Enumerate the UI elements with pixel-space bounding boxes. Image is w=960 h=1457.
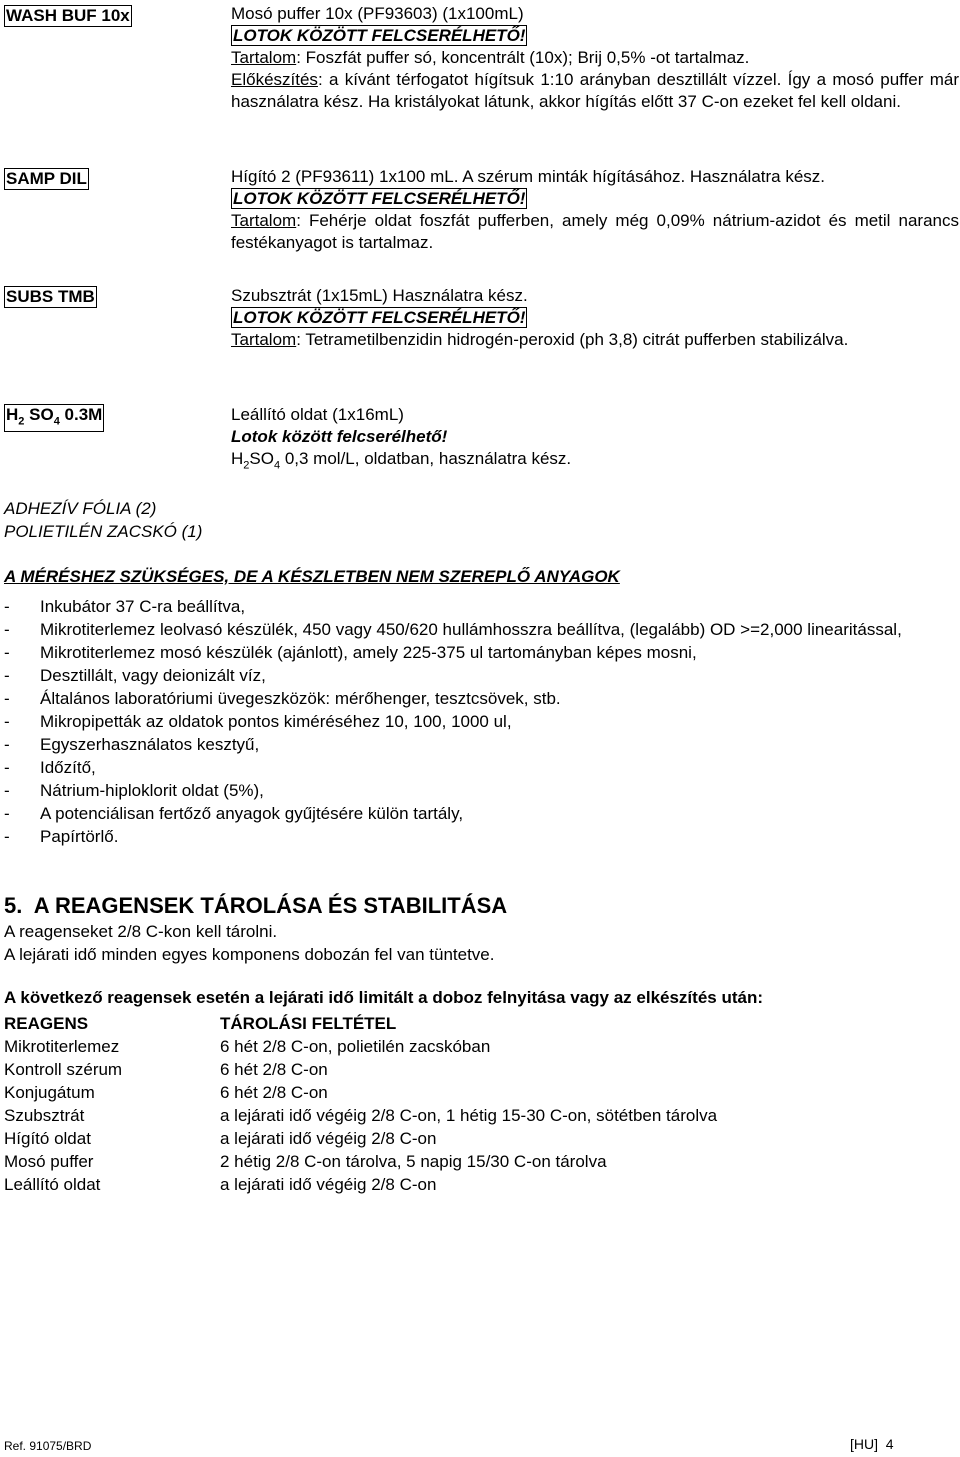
table-row: Konjugátum 6 hét 2/8 C-on [4, 1083, 328, 1102]
samp-dil-lot-warning: LOTOK KÖZÖTT FELCSERÉLHETŐ! [233, 189, 526, 208]
polyethylene-bag-line: POLIETILÉN ZACSKÓ (1) [4, 522, 203, 541]
wash-buf-title: Mosó puffer 10x (PF93603) (1x100mL) [231, 4, 524, 23]
storage-table [4, 1012, 717, 1196]
required-materials-list [4, 595, 960, 848]
table-row: Hígító oldat a lejárati idő végéig 2/8 C-on [4, 1129, 437, 1148]
stop-solution-content: $H_2SO_4$ 0,3 mol/L, oldatban, használatra kész. [231, 449, 572, 472]
list-item: - Papírtörlő. [4, 827, 119, 846]
adhesive-foil-line: ADHEZÍV FÓLIA (2) [4, 499, 157, 518]
list-item: - Időzítő, [4, 758, 96, 777]
kit-extras [4, 497, 202, 543]
subs-tmb-label: SUBS TMB [6, 287, 95, 306]
wash-buf-content-text: : Foszfát puffer só, koncentrált (10x); Brij 0,5% -ot tartalmaz. [296, 48, 750, 67]
wash-buf-prep-text: : a kívánt térfogatot hígítsuk 1:10 arányban desztillált vízzel. Így a mosó puffer már használatra kész. Ha kristályokat látunk, akkor hígítás előtt 37 C-on ezeket fel kell oldani. [231, 70, 959, 111]
section-5-heading: 5. A REAGENSEK TÁROLÁSA ÉS STABILITÁSA [4, 893, 508, 918]
storage-intro [4, 920, 495, 966]
list-item: - Desztillált, vagy deionizált víz, [4, 666, 266, 685]
list-item: - Mikrotiterlemez mosó készülék (ajánlott), amely 225-375 ul tartományban képes mosni, [4, 643, 697, 662]
list-item: - A potenciálisan fertőző anyagok gyűjtésére külön tartály, [4, 804, 464, 823]
samp-dil-description [231, 166, 959, 254]
table-row: Mosó puffer 2 hétig 2/8 C-on tárolva, 5 napig 15/30 C-on tárolva [4, 1152, 607, 1171]
footer-page-number: [HU] 4 [850, 1436, 894, 1452]
list-item: - Mikrotiterlemez leolvasó készülék, 450 vagy 450/620 hullámhosszra beállítva, (legalább) OD >=2,000 linearitással, [4, 620, 902, 639]
column-header-condition: TÁROLÁSI FELTÉTEL [220, 1014, 397, 1033]
samp-dil-content-label: Tartalom [231, 211, 297, 230]
samp-dil-label: SAMP DIL [6, 169, 87, 188]
table-row: Mikrotiterlemez 6 hét 2/8 C-on, polietilén zacskóban [4, 1037, 491, 1056]
wash-buf-content-label: Tartalom [231, 48, 297, 67]
wash-buf-description [231, 3, 959, 113]
stop-solution-description [231, 404, 959, 476]
wash-buf-lot-warning: LOTOK KÖZÖTT FELCSERÉLHETŐ! [233, 26, 526, 45]
list-item: - Nátrium-hiploklorit oldat (5%), [4, 781, 264, 800]
table-header [4, 1012, 717, 1035]
samp-dil-title: Hígító 2 (PF93611) 1x100 mL. A szérum minták hígításához. Használatra kész. [231, 167, 826, 186]
list-item: - Általános laboratóriumi üvegeszközök: mérőhenger, tesztcsövek, stb. [4, 689, 561, 708]
subs-tmb-lot-warning: LOTOK KÖZÖTT FELCSERÉLHETŐ! [233, 308, 526, 327]
list-item: - Mikropipetták az oldatok pontos kiméréséhez 10, 100, 1000 ul, [4, 712, 512, 731]
required-materials-heading: A MÉRÉSHEZ SZÜKSÉGES, DE A KÉSZLETBEN NEM SZEREPLŐ ANYAGOK [4, 567, 620, 586]
wash-buf-label: WASH BUF 10x [6, 6, 130, 25]
footer-reference: Ref. 91075/BRD [4, 1439, 92, 1453]
stop-solution-title: Leállító oldat (1x16mL) [231, 405, 404, 424]
table-row: Leállító oldat a lejárati idő végéig 2/8 C-on [4, 1175, 437, 1194]
storage-subheading: A következő reagensek esetén a lejárati idő limitált a doboz felnyitása vagy az elkészítés után: [4, 988, 763, 1007]
subs-tmb-content-label: Tartalom [231, 330, 297, 349]
samp-dil-content-text: : Fehérje oldat foszfát pufferben, amely még 0,09% nátrium-azidot és metil narancs festékanyagot is tartalmaz. [231, 211, 959, 252]
table-row: Szubsztrát a lejárati idő végéig 2/8 C-on, 1 hétig 15-30 C-on, sötétben tárolva [4, 1106, 718, 1125]
stop-solution-label: $H_2$ $SO_4$ 0.3M [4, 404, 104, 432]
list-item: - Egyszerhasználatos kesztyű, [4, 735, 260, 754]
wash-buf-prep-label: Előkészítés [231, 70, 318, 89]
table-row: Kontroll szérum 6 hét 2/8 C-on [4, 1060, 328, 1079]
subs-tmb-description [231, 285, 959, 351]
expiry-note-text: A lejárati idő minden egyes komponens dobozán fel van tüntetve. [4, 945, 495, 964]
storage-temperature-text: A reagenseket 2/8 C-kon kell tárolni. [4, 922, 278, 941]
subs-tmb-content-text: : Tetrametilbenzidin hidrogén-peroxid (ph 3,8) citrát pufferben stabilizálva. [296, 330, 849, 349]
stop-solution-lot-warning: Lotok között felcserélhető! [231, 427, 448, 446]
column-header-reagent: REAGENS [4, 1014, 89, 1033]
subs-tmb-title: Szubsztrát (1x15mL) Használatra kész. [231, 286, 528, 305]
list-item: - Inkubátor 37 C-ra beállítva, [4, 597, 246, 616]
